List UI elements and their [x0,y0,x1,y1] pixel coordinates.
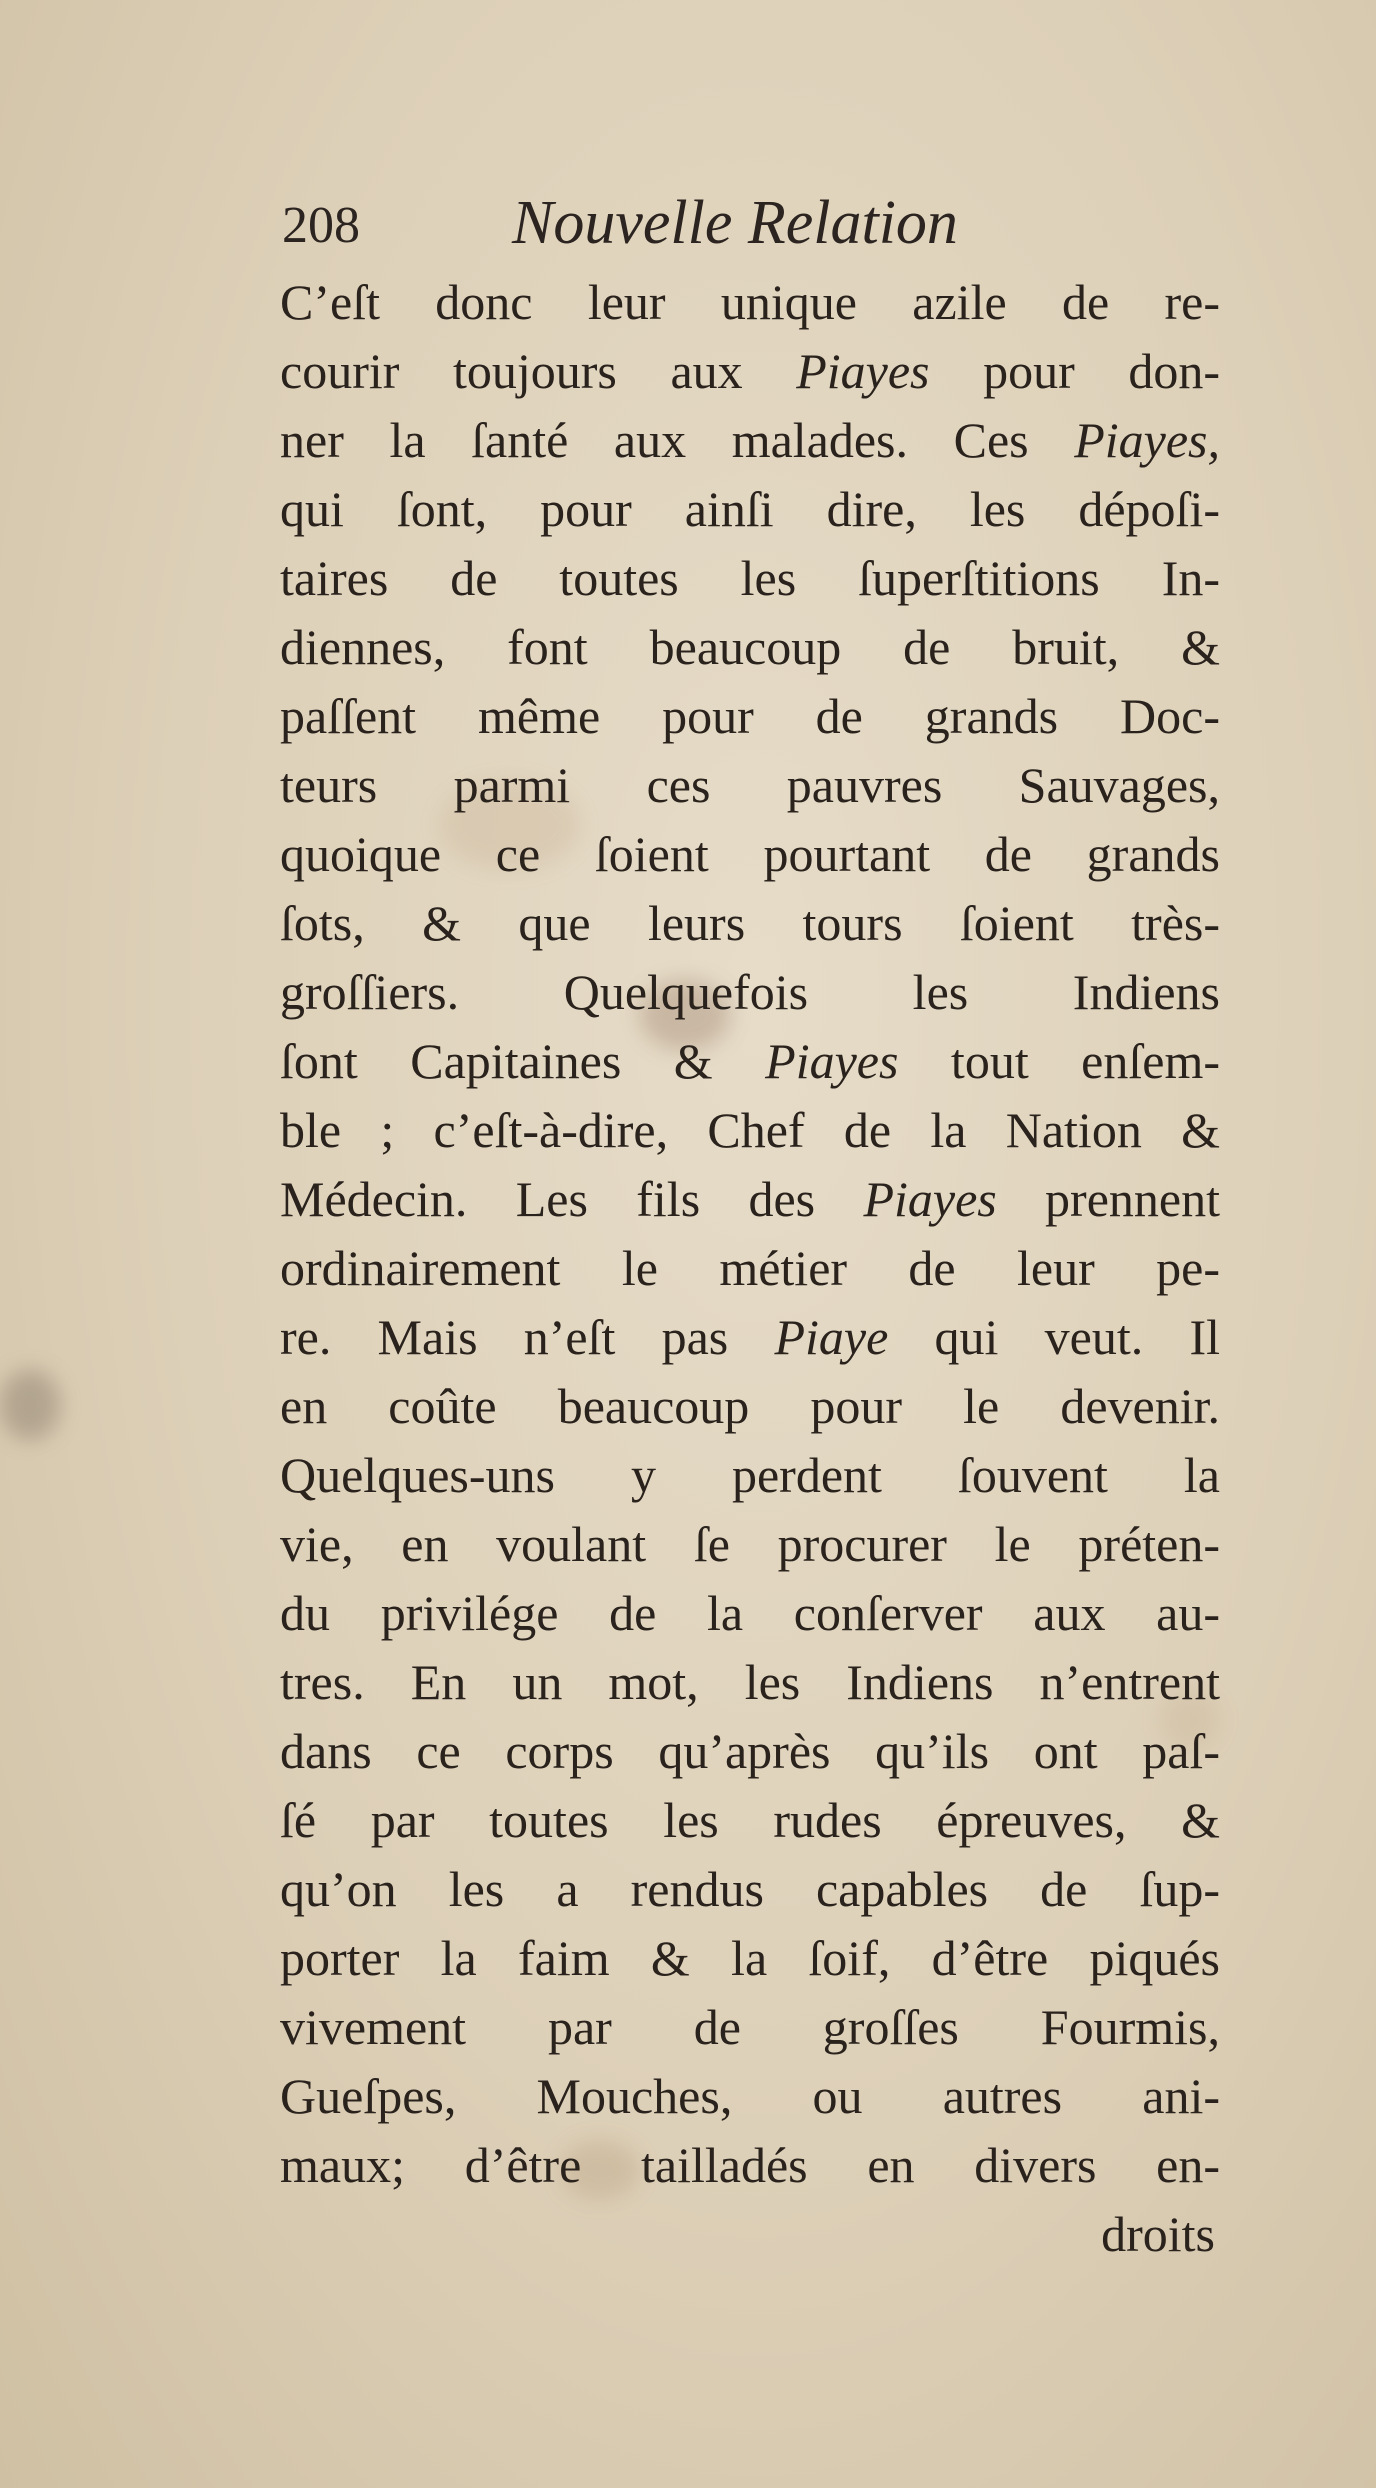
text-line [280,2131,1220,2200]
italic-run: Piayes [796,343,930,399]
text-line [280,751,1220,820]
text-line [280,1096,1220,1165]
italic-run: Piayes [863,1171,997,1227]
italic-run: Piaye [774,1309,889,1365]
text-run: du privilége de la conſerver aux au- [280,1585,1220,1641]
text-run: Quelques-uns y perdent ſouvent la [280,1447,1220,1503]
text-run: pour don- [929,343,1220,399]
text-line [280,268,1220,337]
text-run: en coûte beaucoup pour le devenir. [280,1378,1220,1434]
text-run: qu’on les a rendus capables de ſup- [280,1861,1220,1917]
italic-run: Piayes, [1074,412,1220,468]
text-run: Gueſpes, Mouches, ou autres ani- [280,2068,1220,2124]
text-run: prennent [996,1171,1220,1227]
text-run: Médecin. Les fils des [280,1171,864,1227]
text-line [280,406,1220,475]
text-run: dans ce corps qu’après qu’ils ont paſ- [280,1723,1220,1779]
text-run: paſſent même pour de grands Doc- [280,688,1220,744]
text-line [280,1165,1220,1234]
text-run: ſots, & que leurs tours ſoient très- [280,895,1220,951]
text-line [280,1993,1220,2062]
text-run: vie, en voulant ſe procurer le préten- [280,1516,1220,1572]
text-line [280,1579,1220,1648]
text-run: qui ſont, pour ainſi dire, les dépoſi- [280,481,1220,537]
text-run: ſont Capitaines & [280,1033,766,1089]
text-run: groſſiers. Quelquefois les Indiens [280,964,1220,1020]
text-run: teurs parmi ces pauvres Sauvages, [280,757,1220,813]
foxing-stain [0,1370,60,1440]
text-line [280,1717,1220,1786]
text-run: qui veut. Il [888,1309,1220,1365]
catchword: droits [1101,2206,1215,2262]
text-line [280,1510,1220,1579]
text-line [280,1303,1220,1372]
body-text [280,268,1220,2269]
text-line [280,1648,1220,1717]
running-head: Nouvelle Relation [512,189,958,257]
text-run: taires de toutes les ſuperſtitions In- [280,550,1220,606]
text-run: maux; d’être tailladés en divers en- [280,2137,1220,2193]
page-number: 208 [282,197,360,254]
text-line [280,1924,1220,1993]
text-run: vivement par de groſſes Fourmis, [280,1999,1220,2055]
text-run: ordinairement le métier de leur pe- [280,1240,1220,1296]
text-line [280,820,1220,889]
text-line [280,613,1220,682]
text-line [280,1234,1220,1303]
text-run: tout enſem- [898,1033,1221,1089]
text-line [280,337,1220,406]
text-run: porter la faim & la ſoif, d’être piqués [280,1930,1220,1986]
text-line [280,958,1220,1027]
text-run: ble ; c’eſt-à-dire, Chef de la Nation & [280,1102,1220,1158]
text-line [280,1441,1220,1510]
text-line [280,1372,1220,1441]
text-line [280,1786,1220,1855]
text-line [280,1855,1220,1924]
text-line [280,544,1220,613]
text-run: courir toujours aux [280,343,797,399]
text-run: quoique ce ſoient pourtant de grands [280,826,1220,882]
text-run: tres. En un mot, les Indiens n’entrent [280,1654,1220,1710]
text-line [280,2062,1220,2131]
text-line [280,475,1220,544]
page-header [282,188,1242,268]
text-line [280,682,1220,751]
text-run: re. Mais n’eſt pas [280,1309,775,1365]
text-run: C’eſt donc leur unique azile de re- [280,274,1220,330]
text-run: ſé par toutes les rudes épreuves, & [280,1792,1220,1848]
text-line [280,889,1220,958]
text-run: ner la ſanté aux malades. Ces [280,412,1075,468]
italic-run: Piayes [765,1033,899,1089]
text-run: diennes, font beaucoup de bruit, & [280,619,1220,675]
text-line [280,1027,1220,1096]
